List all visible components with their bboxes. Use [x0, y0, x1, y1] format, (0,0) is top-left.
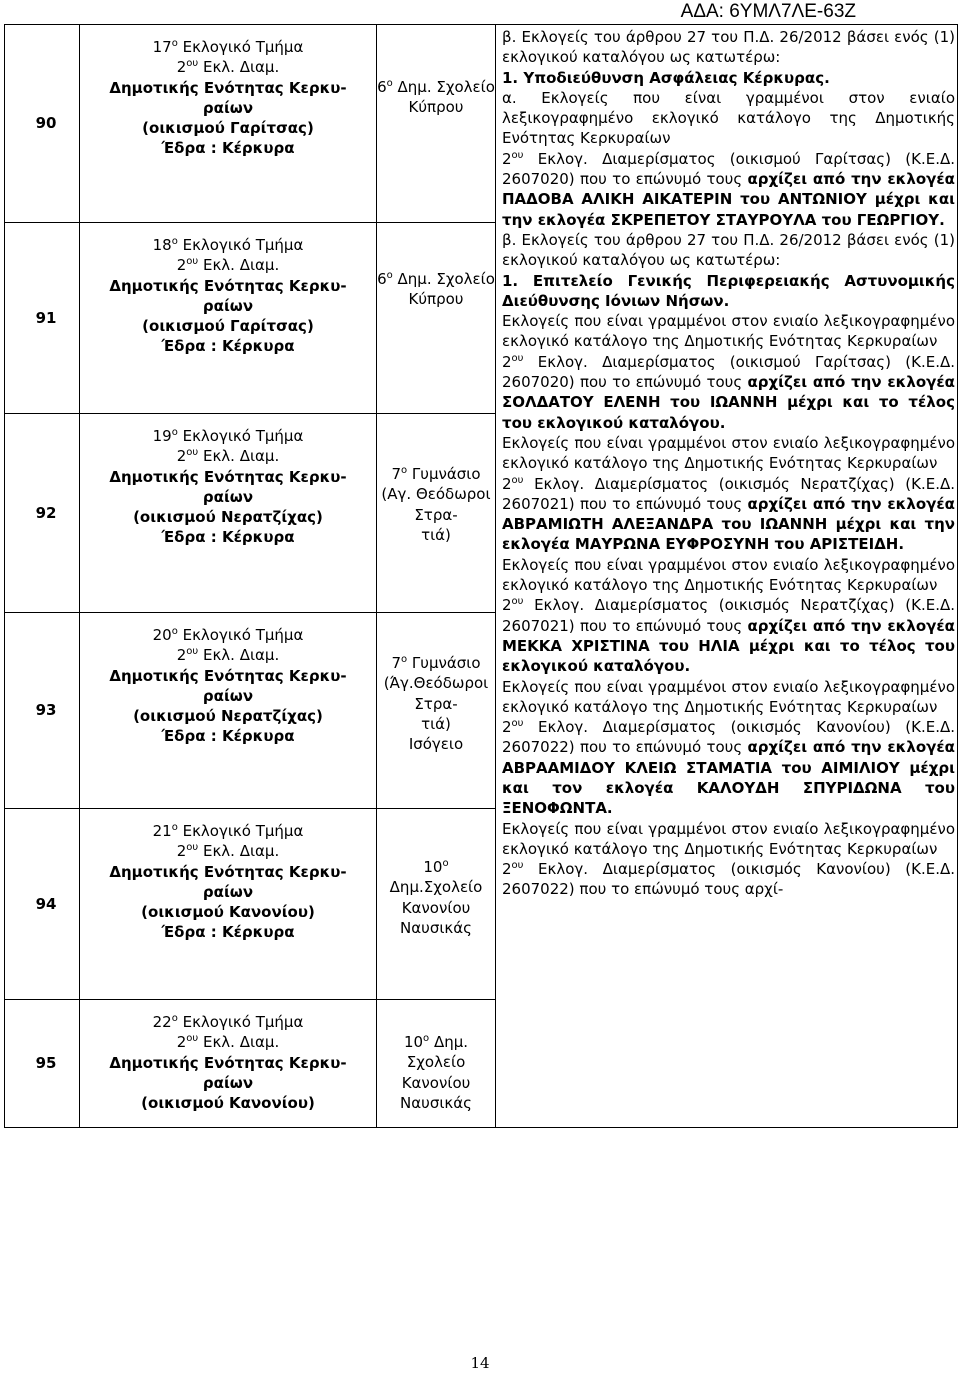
- location-cell: $7^o$ Γυμνάσιο (Αγ. Θεόδωροι Στρα- τιά): [377, 414, 496, 613]
- row-number: 94: [5, 809, 80, 1000]
- section-cell: $21^o$ Εκλογικό Τμήμα $2^{o\upsilon}$ Εκλ. Διαμ. Δημοτικής Ενότητας Κερκυ- ραίων (οικισμού Κανονίου) Έδρα : Κέρκυρα: [80, 809, 377, 1000]
- polling-stations-table: [4, 24, 958, 1128]
- location-cell: $6^o$ Δημ. Σχολείο Κύπρου: [377, 223, 496, 414]
- section-cell: $20^o$ Εκλογικό Τμήμα $2^{o\upsilon}$ Εκλ. Διαμ. Δημοτικής Ενότητας Κερκυ- ραίων (οικισμού Νερατζίχας) Έδρα : Κέρκυρα: [80, 613, 377, 809]
- location-cell: $6^o$ Δημ. Σχολείο Κύπρου: [377, 25, 496, 223]
- page-number: 14: [470, 1354, 490, 1372]
- section-cell: $19^o$ Εκλογικό Τμήμα $2^{o\upsilon}$ Εκλ. Διαμ. Δημοτικής Ενότητας Κερκυ- ραίων (οικισμού Νερατζίχας) Έδρα : Κέρκυρα: [80, 414, 377, 613]
- row-number: 95: [5, 1000, 80, 1128]
- location-cell: $10^o$ Δημ. Σχολείο Κανονίου Ναυσικάς: [377, 1000, 496, 1128]
- desc-district: $2^{o\upsilon}$ Εκλογ. Διαμερίσματος (οικισμού Γαρίτσας) (Κ.Ε.Δ. 2607020) που το επώνυμό τους: [502, 149, 955, 189]
- section-cell: $17^o$ Εκλογικό Τμήμα $2^{o\upsilon}$ Εκλ. Διαμ. Δημοτικής Ενότητας Κερκυ- ραίων (οικισμού Γαρίτσας) Έδρα : Κέρκυρα: [80, 25, 377, 223]
- location-cell: $10^o$ Δημ.Σχολείο Κανονίου Ναυσικάς: [377, 809, 496, 1000]
- row-number: 93: [5, 613, 80, 809]
- row-number: 90: [5, 25, 80, 223]
- ada-code: ΑΔΑ: 6ΥΜΛ7ΛΕ-63Ζ: [680, 1, 856, 22]
- section-cell: $22^o$ Εκλογικό Τμήμα $2^{o\upsilon}$ Εκλ. Διαμ. Δημοτικής Ενότητας Κερκυ- ραίων (οικισμού Κανονίου): [80, 1000, 377, 1128]
- description-cell: β. Εκλογείς του άρθρου 27 του Π.Δ. 26/2012 βάσει ενός (1) εκλογικού καταλόγου ως κατωτέρω: 1. Υποδιεύθυνση Ασφάλειας Κέρκυρας. α. Εκλογείς που είναι γραμμένοι στον ενιαίο λεξικογραφημένο εκλογικό κατάλογο της Δημοτικής Ενότητας Κερκυραίων $2^{o\upsilon}$ Εκλογ. Διαμερίσματος (οικισμού Γαρίτσας) (Κ.Ε.Δ. 2607020) που το επώνυμό τους αρχίζει από την εκλογέα ΠΑΔΟΒΑ ΑΛΙΚΗ ΑΙΚΑΤΕΡΙΝ του ΑΝΤΩΝΙΟΥ μέχρι και την εκλογέα ΣΚΡΕΠΕΤΟΥ ΣΤΑΥΡΟΥΛΑ του ΓΕΩΡΓΙΟΥ. β. Εκλογείς του άρθρου 27 του Π.Δ. 26/2012 βάσει ενός (1) εκλογικού καταλόγου ως κατωτέρω: 1. Επιτελείο Γενικής Περιφερειακής Αστυνομικής Διεύθυνσης Ιόνιων Νήσων. Εκλογείς που είναι γραμμένοι στον ενιαίο λεξικογραφημένο εκλογικό κατάλογο της Δημοτικής Ενότητας Κερκυραίων $2^{o\upsilon}$ Εκλογ. Διαμερίσματος (οικισμού Γαρίτσας) (Κ.Ε.Δ. 2607020) που το επώνυμό τους αρχίζει από την εκλογέα ΣΟΛΔΑΤΟΥ ΕΛΕΝΗ του ΙΩΑΝΝΗ μέχρι και το τέλος του εκλογικού καταλόγου. Εκλογείς που είναι γραμμένοι στον ενιαίο λεξικογραφημένο εκλογικό κατάλογο της Δημοτικής Ενότητας Κερκυραίων $2^{o\upsilon}$ Εκλογ. Διαμερίσματος (οικισμός Νερατζίχας) (Κ.Ε.Δ. 2607021) που το επώνυμό τους αρχίζει από την εκλογέα ΑΒΡΑΜΙΩΤΗ ΑΛΕΞΑΝΔΡΑ του ΙΩΑΝΝΗ μέχρι και την εκλογέα ΜΑΥΡΩΝΑ ΕΥΦΡΟΣΥΝΗ του ΑΡΙΣΤΕΙΔΗ. Εκλογείς που είναι γραμμένοι στον ενιαίο λεξικογραφημένο εκλογικό κατάλογο της Δημοτικής Ενότητας Κερκυραίων $2^{o\upsilon}$ Εκλογ. Διαμερίσματος (οικισμός Νερατζίχας) (Κ.Ε.Δ. 2607021) που το επώνυμό τους αρχίζει από την εκλογέα ΜΕΚΚΑ ΧΡΙΣΤΙΝΑ του ΗΛΙΑ μέχρι και το τέλος του εκλογικού καταλόγου. Εκλογείς που είναι γραμμένοι στον ενιαίο λεξικογραφημένο εκλογικό κατάλογο της Δημοτικής Ενότητας Κερκυραίων $2^{o\upsilon}$ Εκλογ. Διαμερίσματος (οικισμός Κανονίου) (Κ.Ε.Δ. 2607022) που το επώνυμό τους αρχίζει από την εκλογέα ΑΒΡΑΑΜΙΔΟΥ ΚΛΕΙΩ ΣΤΑΜΑΤΙΑ του ΑΙΜΙΛΙΟΥ μέχρι και τον εκλογέα ΚΑΛΟΥΔΗ ΣΠΥΡΙΔΩΝΑ του ΞΕΝΟΦΩΝΤΑ. Εκλογείς που είναι γραμμένοι στον ενιαίο λεξικογραφημένο εκλογικό κατάλογο της Δημοτικής Ενότητας Κερκυραίων $2^{o\upsilon}$ Εκλογ. Διαμερίσματος (οικισμός Κανονίου) (Κ.Ε.Δ. 2607022) που το επώνυμό τους αρχί-: [496, 25, 958, 1128]
- location-cell: $7^o$ Γυμνάσιο (Άγ.Θεόδωροι Στρα- τιά) Ισόγειο: [377, 613, 496, 809]
- row-number: 91: [5, 223, 80, 414]
- section-cell: $18^o$ Εκλογικό Τμήμα $2^{o\upsilon}$ Εκλ. Διαμ. Δημοτικής Ενότητας Κερκυ- ραίων (οικισμού Γαρίτσας) Έδρα : Κέρκυρα: [80, 223, 377, 414]
- table-row: [5, 25, 958, 223]
- row-number: 92: [5, 414, 80, 613]
